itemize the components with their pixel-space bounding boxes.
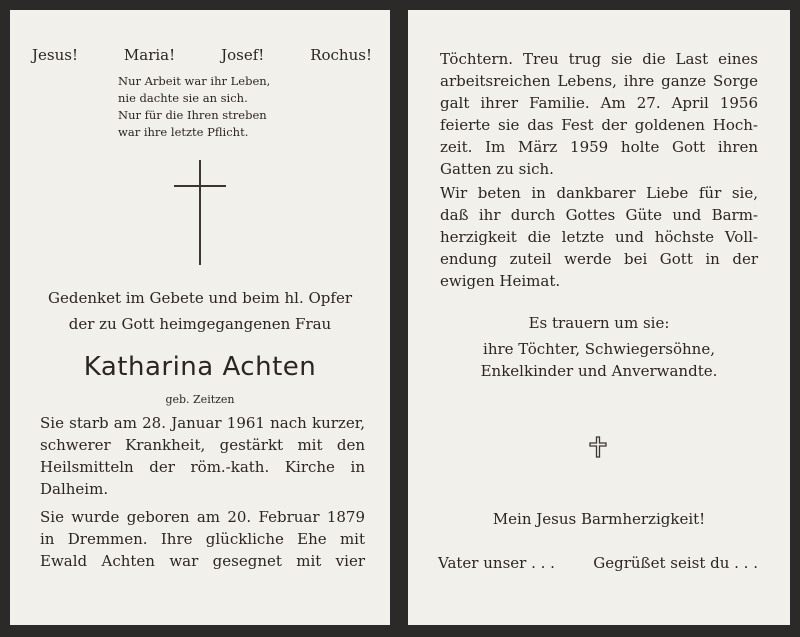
prayer-paragraph (440, 182, 758, 292)
closing-prayers (438, 554, 758, 572)
text-line: Sie starb am 28. Januar 1961 nach kurzer, (40, 414, 365, 432)
verse-line: Nur für die Ihren streben (118, 108, 267, 122)
cross-icon (170, 160, 230, 265)
text-line: ewigen Heimat. (440, 272, 561, 290)
text-line: in Dremmen. Ihre glückliche Ehe mit (40, 530, 365, 548)
text-line: Ewald Achten war gesegnet mit vier (40, 552, 365, 570)
text-line: Dalheim. (40, 480, 109, 498)
right-card (408, 10, 790, 625)
text-line: herzigkeit die letzte und höchste Voll- (440, 228, 758, 246)
deceased-name: Katharina Achten (83, 352, 317, 382)
text-line: Heilsmitteln der röm.-kath. Kirche in (40, 458, 365, 476)
invocations (32, 46, 372, 64)
text-line: Wir beten in dankbarer Liebe für sie, (440, 184, 758, 202)
intro-line: der zu Gott heimgegangenen Frau (68, 315, 332, 333)
continuation-paragraph (440, 48, 758, 180)
text-line: Gatten zu sich. (440, 160, 554, 178)
verse-line: war ihre letzte Pflicht. (118, 125, 249, 139)
small-cross-icon (588, 436, 608, 458)
mourners-line: ihre Töchter, Schwiegersöhne, (483, 340, 715, 358)
text-line: schwerer Krankheit, gestärkt mit den (40, 436, 365, 454)
mourners-line: Enkelkinder und Anverwandte. (480, 362, 718, 380)
prayer-our-father: Vater unser . . . (438, 554, 555, 572)
text-line: galt ihrer Familie. Am 27. April 1956 (440, 94, 758, 112)
text-line: Sie wurde geboren am 20. Februar 1879 (40, 508, 365, 526)
text-line: daß ihr durch Gottes Güte und Barm- (440, 206, 758, 224)
invocation-josef: Josef! (221, 46, 265, 64)
invocation-maria: Maria! (123, 46, 176, 64)
text-line: feierte sie das Fest der goldenen Hoch- (440, 116, 758, 134)
left-card (10, 10, 390, 625)
death-paragraph (40, 412, 365, 500)
text-line: Töchtern. Treu trug sie die Last eines (440, 50, 758, 68)
prayer-hail-mary: Gegrüßet seist du . . . (593, 554, 758, 572)
intro-line: Gedenket im Gebete und beim hl. Opfer (47, 289, 352, 307)
verse-line: nie dachte sie an sich. (118, 91, 248, 105)
text-line: endung zuteil werde bei Gott in der (440, 250, 758, 268)
closing-invocation: Mein Jesus Barmherzigkeit! (492, 510, 706, 528)
text-line: zeit. Im März 1959 holte Gott ihren (440, 138, 758, 156)
invocation-jesus: Jesus! (32, 46, 78, 64)
maiden-name: geb. Zeitzen (165, 393, 235, 406)
memorial-verse (118, 73, 270, 141)
invocation-rochus: Rochus! (310, 46, 372, 64)
birth-paragraph (40, 506, 365, 572)
verse-line: Nur Arbeit war ihr Leben, (118, 74, 271, 88)
mourners-heading: Es trauern um sie: (528, 314, 670, 332)
text-line: arbeitsreichen Lebens, ihre ganze Sorge (440, 72, 758, 90)
